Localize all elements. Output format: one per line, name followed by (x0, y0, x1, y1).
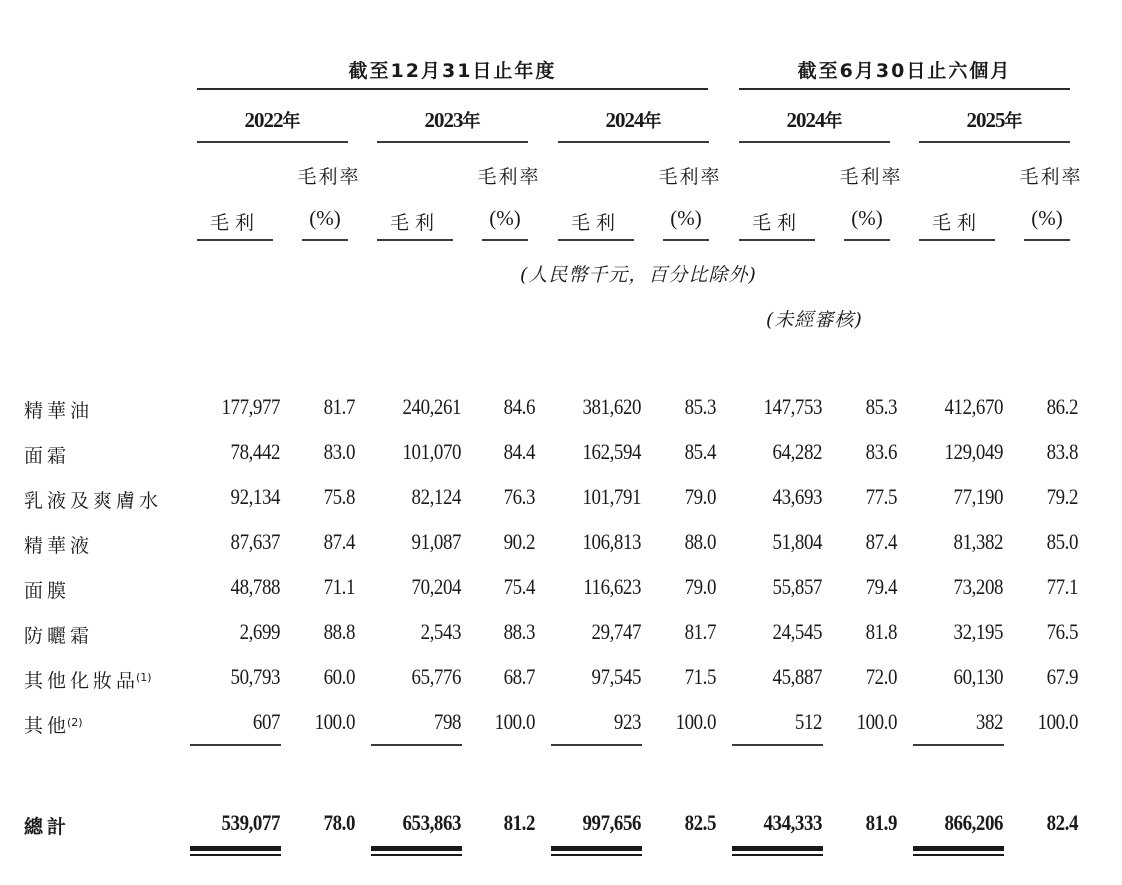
header-annual-period: 截至12月31日止年度 (348, 60, 557, 82)
margin-cell: 81.8 (865, 619, 897, 644)
gross-profit-cell: 106,813 (582, 529, 641, 554)
year-header (197, 107, 348, 133)
margin-cell: 77.5 (865, 484, 897, 509)
year-rule (919, 141, 1070, 143)
row-label (24, 396, 93, 423)
margin-header-line2: (%) (670, 206, 702, 230)
margin-cell: 100.0 (1037, 709, 1078, 734)
total-margin: 81.9 (865, 810, 897, 835)
total-double-rule (913, 846, 1004, 851)
gross-profit-cell: 87,637 (230, 529, 280, 554)
year-suffix: 年 (643, 111, 662, 132)
margin-cell: 75.8 (323, 484, 355, 509)
margin-header-line1: 毛利率 (839, 166, 903, 188)
rule-annual (197, 88, 708, 90)
gross-profit-cell: 116,623 (583, 574, 641, 599)
gross-profit-underline (197, 239, 273, 241)
gross-profit-cell: 45,887 (772, 664, 822, 689)
total-double-rule-thin (732, 854, 823, 856)
total-margin: 82.4 (1046, 810, 1078, 835)
margin-cell: 100.0 (494, 709, 535, 734)
gross-profit-cell: 101,791 (582, 484, 641, 509)
margin-cell: 85.0 (1046, 529, 1078, 554)
margin-cell: 79.2 (1046, 484, 1078, 509)
gross-profit-cell: 92,134 (230, 484, 280, 509)
year-rule (197, 141, 348, 143)
year-header (377, 107, 528, 133)
unaudited-note: (未經審核) (766, 309, 863, 331)
total-margin: 82.5 (684, 810, 716, 835)
year-number: 2023 (424, 108, 463, 132)
year-number: 2022 (244, 108, 283, 132)
gross-profit-cell: 2,699 (239, 619, 280, 644)
gross-profit-cell: 91,087 (411, 529, 461, 554)
row-label-text: 精華液 (24, 535, 94, 557)
margin-cell: 87.4 (865, 529, 897, 554)
total-double-rule (551, 846, 642, 851)
margin-header-line2: (%) (1031, 206, 1063, 230)
gross-profit-header: 毛利 (209, 212, 260, 234)
year-number: 2024 (605, 108, 644, 132)
footnote-marker: (1) (136, 671, 152, 684)
gross-profit-cell: 78,442 (230, 439, 280, 464)
row-label (24, 486, 162, 513)
margin-cell: 88.3 (503, 619, 535, 644)
gross-profit-cell: 50,793 (230, 664, 280, 689)
gross-profit-cell: 77,190 (953, 484, 1003, 509)
gross-profit-cell: 70,204 (411, 574, 461, 599)
total-gross-profit: 434,333 (763, 810, 822, 835)
margin-cell: 71.1 (323, 574, 355, 599)
margin-cell: 75.4 (503, 574, 535, 599)
gross-profit-cell: 607 (252, 709, 280, 734)
row-label-text: 面膜 (24, 580, 71, 602)
margin-underline (844, 239, 890, 241)
subtotal-rule (551, 744, 642, 746)
gross-profit-cell: 101,070 (402, 439, 461, 464)
margin-underline (663, 239, 709, 241)
year-rule (739, 141, 890, 143)
margin-cell: 79.4 (865, 574, 897, 599)
gross-profit-cell: 923 (613, 709, 641, 734)
gross-profit-cell: 512 (794, 709, 822, 734)
gross-profit-cell: 177,977 (221, 394, 280, 419)
margin-cell: 81.7 (684, 619, 716, 644)
total-gross-profit: 653,863 (402, 810, 461, 835)
gross-profit-cell: 382 (975, 709, 1003, 734)
margin-cell: 67.9 (1046, 664, 1078, 689)
year-number: 2025 (966, 108, 1005, 132)
gross-profit-header: 毛利 (570, 212, 621, 234)
header-interim-period: 截至6月30日止六個月 (797, 60, 1012, 82)
rule-interim (739, 88, 1070, 90)
margin-cell: 60.0 (323, 664, 355, 689)
margin-cell: 79.0 (684, 484, 716, 509)
total-label: 總計 (24, 816, 71, 838)
row-label-text: 乳液及爽膚水 (24, 490, 163, 512)
total-gross-profit: 539,077 (221, 810, 280, 835)
margin-cell: 100.0 (314, 709, 355, 734)
margin-cell: 84.6 (503, 394, 535, 419)
margin-cell: 84.4 (503, 439, 535, 464)
gross-profit-cell: 147,753 (763, 394, 822, 419)
total-double-rule (732, 846, 823, 851)
margin-cell: 76.5 (1046, 619, 1078, 644)
margin-cell: 81.7 (323, 394, 355, 419)
gross-profit-cell: 65,776 (411, 664, 461, 689)
gross-profit-underline (919, 239, 995, 241)
year-rule (377, 141, 528, 143)
total-margin: 81.2 (503, 810, 535, 835)
year-suffix: 年 (282, 111, 301, 132)
margin-cell: 86.2 (1046, 394, 1078, 419)
row-label-text: 面霜 (24, 445, 71, 467)
gross-profit-underline (558, 239, 634, 241)
row-label (24, 531, 93, 558)
subtotal-rule (732, 744, 823, 746)
gross-profit-cell: 51,804 (772, 529, 822, 554)
total-double-rule (190, 846, 281, 851)
footnote-marker: (2) (67, 716, 83, 729)
gross-profit-header: 毛利 (389, 212, 440, 234)
subtotal-rule (913, 744, 1004, 746)
gross-profit-cell: 97,545 (591, 664, 641, 689)
margin-header-line1: 毛利率 (297, 166, 361, 188)
total-gross-profit: 997,656 (582, 810, 641, 835)
gross-profit-cell: 381,620 (582, 394, 641, 419)
year-rule (558, 141, 709, 143)
margin-cell: 72.0 (865, 664, 897, 689)
margin-cell: 68.7 (503, 664, 535, 689)
row-label-text: 其他 (24, 715, 71, 737)
margin-header-line1: 毛利率 (658, 166, 722, 188)
gross-profit-underline (377, 239, 453, 241)
total-double-rule (371, 846, 462, 851)
margin-cell: 85.3 (865, 394, 897, 419)
gross-profit-cell: 73,208 (953, 574, 1003, 599)
year-suffix: 年 (824, 111, 843, 132)
margin-cell: 83.0 (323, 439, 355, 464)
currency-note: (人民幣千元，百分比除外) (520, 264, 757, 286)
margin-cell: 87.4 (323, 529, 355, 554)
margin-header-line1: 毛利率 (477, 166, 541, 188)
gross-profit-cell: 43,693 (772, 484, 822, 509)
total-double-rule-thin (551, 854, 642, 856)
row-label-text: 防曬霜 (24, 625, 94, 647)
year-suffix: 年 (462, 111, 481, 132)
gross-profit-cell: 64,282 (772, 439, 822, 464)
margin-header-line2: (%) (309, 206, 341, 230)
total-double-rule-thin (371, 854, 462, 856)
gross-profit-cell: 24,545 (772, 619, 822, 644)
gross-profit-header: 毛利 (751, 212, 802, 234)
row-label (24, 711, 83, 738)
margin-header-line2: (%) (489, 206, 521, 230)
margin-cell: 90.2 (503, 529, 535, 554)
row-label (24, 666, 152, 693)
gross-profit-cell: 162,594 (582, 439, 641, 464)
subtotal-rule (371, 744, 462, 746)
margin-cell: 100.0 (675, 709, 716, 734)
total-margin: 78.0 (323, 810, 355, 835)
margin-header-line2: (%) (851, 206, 883, 230)
row-label-text: 其他化妝品 (24, 670, 140, 692)
gross-profit-cell: 2,543 (420, 619, 461, 644)
gross-profit-cell: 60,130 (953, 664, 1003, 689)
gross-profit-cell: 412,670 (944, 394, 1003, 419)
gross-profit-cell: 48,788 (230, 574, 280, 599)
subtotal-rule (190, 744, 281, 746)
margin-underline (1024, 239, 1070, 241)
gross-profit-cell: 32,195 (953, 619, 1003, 644)
margin-cell: 83.8 (1046, 439, 1078, 464)
margin-header-line1: 毛利率 (1019, 166, 1083, 188)
row-label (24, 441, 70, 468)
margin-underline (482, 239, 528, 241)
gross-profit-cell: 81,382 (953, 529, 1003, 554)
gross-profit-header: 毛利 (931, 212, 982, 234)
total-gross-profit: 866,206 (944, 810, 1003, 835)
row-label (24, 576, 70, 603)
year-header (919, 107, 1070, 133)
row-label-text: 精華油 (24, 400, 94, 422)
year-suffix: 年 (1004, 111, 1023, 132)
gross-profit-cell: 129,049 (944, 439, 1003, 464)
gross-profit-cell: 55,857 (772, 574, 822, 599)
margin-cell: 79.0 (684, 574, 716, 599)
total-double-rule-thin (190, 854, 281, 856)
gross-profit-cell: 240,261 (402, 394, 461, 419)
margin-underline (302, 239, 348, 241)
margin-cell: 83.6 (865, 439, 897, 464)
year-header (739, 107, 890, 133)
margin-cell: 88.0 (684, 529, 716, 554)
gross-profit-cell: 82,124 (411, 484, 461, 509)
year-number: 2024 (786, 108, 825, 132)
margin-cell: 100.0 (856, 709, 897, 734)
margin-cell: 88.8 (323, 619, 355, 644)
margin-cell: 77.1 (1046, 574, 1078, 599)
margin-cell: 85.3 (684, 394, 716, 419)
margin-cell: 76.3 (503, 484, 535, 509)
gross-profit-underline (739, 239, 815, 241)
gross-profit-cell: 798 (433, 709, 461, 734)
total-double-rule-thin (913, 854, 1004, 856)
margin-cell: 85.4 (684, 439, 716, 464)
row-label (24, 621, 93, 648)
gross-profit-cell: 29,747 (591, 619, 641, 644)
year-header (558, 107, 709, 133)
margin-cell: 71.5 (684, 664, 716, 689)
